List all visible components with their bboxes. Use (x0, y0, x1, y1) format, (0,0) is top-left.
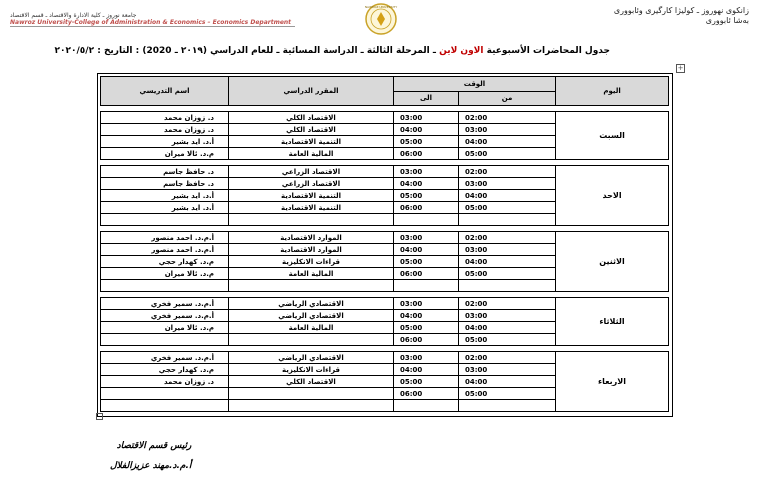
time-from-cell: 02:00 (459, 352, 556, 364)
header-left (10, 12, 291, 26)
course-cell: المالية العامة (229, 268, 394, 280)
instructor-cell: د. حافظ جاسم (101, 166, 229, 178)
instructor-cell: د. حافظ جاسم (101, 178, 229, 190)
time-from-cell: 03:00 (459, 364, 556, 376)
col-time-header: الوقت (394, 77, 556, 92)
time-from-cell: 03:00 (459, 244, 556, 256)
course-cell (229, 280, 394, 292)
time-to-cell (394, 400, 459, 412)
course-cell (229, 400, 394, 412)
instructor-cell: أ.د. ايد بشير (101, 136, 229, 148)
header-left-line1: جامعة نوروز ـ كلية الادارة والاقتصاد ـ قسم الاقتصاد (10, 12, 137, 19)
col-day-header: اليوم (556, 77, 669, 106)
time-from-cell: 05:00 (459, 202, 556, 214)
course-cell: الاقتصاد الزراعي (229, 166, 394, 178)
course-cell: الاقتصاد الكلي (229, 112, 394, 124)
table-row (101, 298, 669, 310)
time-to-cell: 04:00 (394, 244, 459, 256)
course-cell: قراءات الانكليزية (229, 256, 394, 268)
course-cell: الاقتصاد الزراعي (229, 178, 394, 190)
course-cell: الموارد الاقتصادية (229, 232, 394, 244)
instructor-cell (101, 334, 229, 346)
course-cell: الاقتصاد الكلي (229, 124, 394, 136)
time-from-cell: 02:00 (459, 232, 556, 244)
time-to-cell: 04:00 (394, 310, 459, 322)
col-instructor-header: اسم التدريسي (101, 77, 229, 106)
instructor-cell: م.د. كهدار حجي (101, 256, 229, 268)
instructor-cell: أ.م.د. احمد منصور (101, 244, 229, 256)
page-title (54, 46, 610, 56)
instructor-cell: م.د. ئالا ميران (101, 322, 229, 334)
title-online: الاون لاين (439, 46, 484, 56)
time-from-cell: 05:00 (459, 388, 556, 400)
signature-block (110, 436, 191, 476)
course-cell: المالية العامة (229, 322, 394, 334)
day-cell: الاحد (556, 166, 669, 226)
time-to-cell (394, 280, 459, 292)
time-from-cell (459, 400, 556, 412)
header-divider (10, 26, 295, 27)
time-to-cell: 05:00 (394, 376, 459, 388)
signature-title: رئيس قسم الاقتصاد (116, 441, 192, 451)
course-cell: الموارد الاقتصادية (229, 244, 394, 256)
time-to-cell: 06:00 (394, 334, 459, 346)
logo-text: NAWROZ UNIVERSITY (364, 5, 398, 9)
time-from-cell: 04:00 (459, 376, 556, 388)
course-cell: الاقتصاد الكلي (229, 376, 394, 388)
time-from-cell: 05:00 (459, 148, 556, 160)
schedule-table (100, 76, 669, 412)
instructor-cell: أ.م.د. سمير فخري (101, 298, 229, 310)
time-from-cell (459, 214, 556, 226)
instructor-cell: أ.د. ايد بشير (101, 202, 229, 214)
header-right (614, 6, 749, 26)
course-cell: التنمية الاقتصادية (229, 136, 394, 148)
course-cell: الاقتصادي الرياضي (229, 310, 394, 322)
time-from-cell: 04:00 (459, 136, 556, 148)
time-to-cell: 06:00 (394, 202, 459, 214)
header-right-line2: بەشا ئابوورى (705, 16, 749, 25)
day-cell: السبت (556, 112, 669, 160)
table-move-handle[interactable]: + (677, 64, 684, 72)
instructor-cell: د. زوزان محمد (101, 376, 229, 388)
schedule-frame (97, 73, 673, 417)
instructor-cell: د. زوزان محمد (101, 124, 229, 136)
title-part1: جدول المحاضرات الأسبوعية (483, 46, 610, 56)
course-cell: التنمية الاقتصادية (229, 202, 394, 214)
time-to-cell: 04:00 (394, 178, 459, 190)
signature-name: أ.م.د.مهند عزيزالفلال (110, 461, 192, 471)
time-to-cell: 06:00 (394, 148, 459, 160)
instructor-cell: م.د. ئالا ميران (101, 148, 229, 160)
time-to-cell: 06:00 (394, 388, 459, 400)
time-from-cell: 02:00 (459, 298, 556, 310)
time-from-cell: 05:00 (459, 334, 556, 346)
time-to-cell: 05:00 (394, 136, 459, 148)
course-cell (229, 388, 394, 400)
col-from-header: من (459, 91, 556, 106)
table-resize-handle[interactable] (96, 413, 103, 420)
time-from-cell: 02:00 (459, 166, 556, 178)
time-to-cell (394, 214, 459, 226)
col-course-header: المقرر الدراسي (229, 77, 394, 106)
day-cell: الثلاثاء (556, 298, 669, 346)
course-cell: الاقتصادي الرياضي (229, 298, 394, 310)
time-to-cell: 03:00 (394, 166, 459, 178)
course-cell: المالية العامة (229, 148, 394, 160)
course-cell (229, 334, 394, 346)
course-cell: قراءات الانكليزية (229, 364, 394, 376)
header-right-line1: زانكوى نهوروز ـ كوليژا كارگيرى وئابوورى (613, 6, 749, 15)
instructor-cell: د. زوزان محمد (101, 112, 229, 124)
time-from-cell: 03:00 (459, 178, 556, 190)
time-from-cell: 02:00 (459, 112, 556, 124)
header-row (101, 77, 669, 92)
instructor-cell (101, 400, 229, 412)
time-to-cell: 03:00 (394, 352, 459, 364)
instructor-cell (101, 280, 229, 292)
time-from-cell: 05:00 (459, 268, 556, 280)
header-left-line2: Nawroz University-College of Administration & Economics – Economics Department (10, 19, 292, 26)
course-cell: الاقتصادي الرياضي (229, 352, 394, 364)
day-cell: الاثنين (556, 232, 669, 292)
table-row (101, 232, 669, 244)
time-to-cell: 03:00 (394, 298, 459, 310)
table-row (101, 166, 669, 178)
table-row (101, 112, 669, 124)
instructor-cell: م.د. ئالا ميران (101, 268, 229, 280)
time-to-cell: 03:00 (394, 232, 459, 244)
time-from-cell (459, 280, 556, 292)
time-from-cell: 03:00 (459, 310, 556, 322)
col-to-header: الى (394, 91, 459, 106)
instructor-cell: أ.د. ايد بشير (101, 190, 229, 202)
instructor-cell (101, 214, 229, 226)
instructor-cell: م.د. كهدار حجي (101, 364, 229, 376)
time-to-cell: 06:00 (394, 268, 459, 280)
time-to-cell: 04:00 (394, 364, 459, 376)
instructor-cell: أ.م.د. سمير فخري (101, 310, 229, 322)
time-from-cell: 04:00 (459, 322, 556, 334)
time-from-cell: 04:00 (459, 256, 556, 268)
instructor-cell: أ.م.د. سمير فخري (101, 352, 229, 364)
time-to-cell: 05:00 (394, 190, 459, 202)
time-to-cell: 05:00 (394, 256, 459, 268)
time-from-cell: 04:00 (459, 190, 556, 202)
table-row (101, 352, 669, 364)
course-cell (229, 214, 394, 226)
course-cell: التنمية الاقتصادية (229, 190, 394, 202)
time-to-cell: 05:00 (394, 322, 459, 334)
time-to-cell: 04:00 (394, 124, 459, 136)
day-cell: الاربعاء (556, 352, 669, 412)
time-to-cell: 03:00 (394, 112, 459, 124)
time-from-cell: 03:00 (459, 124, 556, 136)
instructor-cell (101, 388, 229, 400)
university-logo (360, 2, 402, 36)
title-part2: ـ المرحلة الثالثة ـ الدراسة المسائية ـ للعام الدراسي (٢٠١٩ ـ 2020) : التاريخ : ٢٠٢٠/٥/٢ (54, 46, 440, 56)
instructor-cell: أ.م.د. احمد منصور (101, 232, 229, 244)
